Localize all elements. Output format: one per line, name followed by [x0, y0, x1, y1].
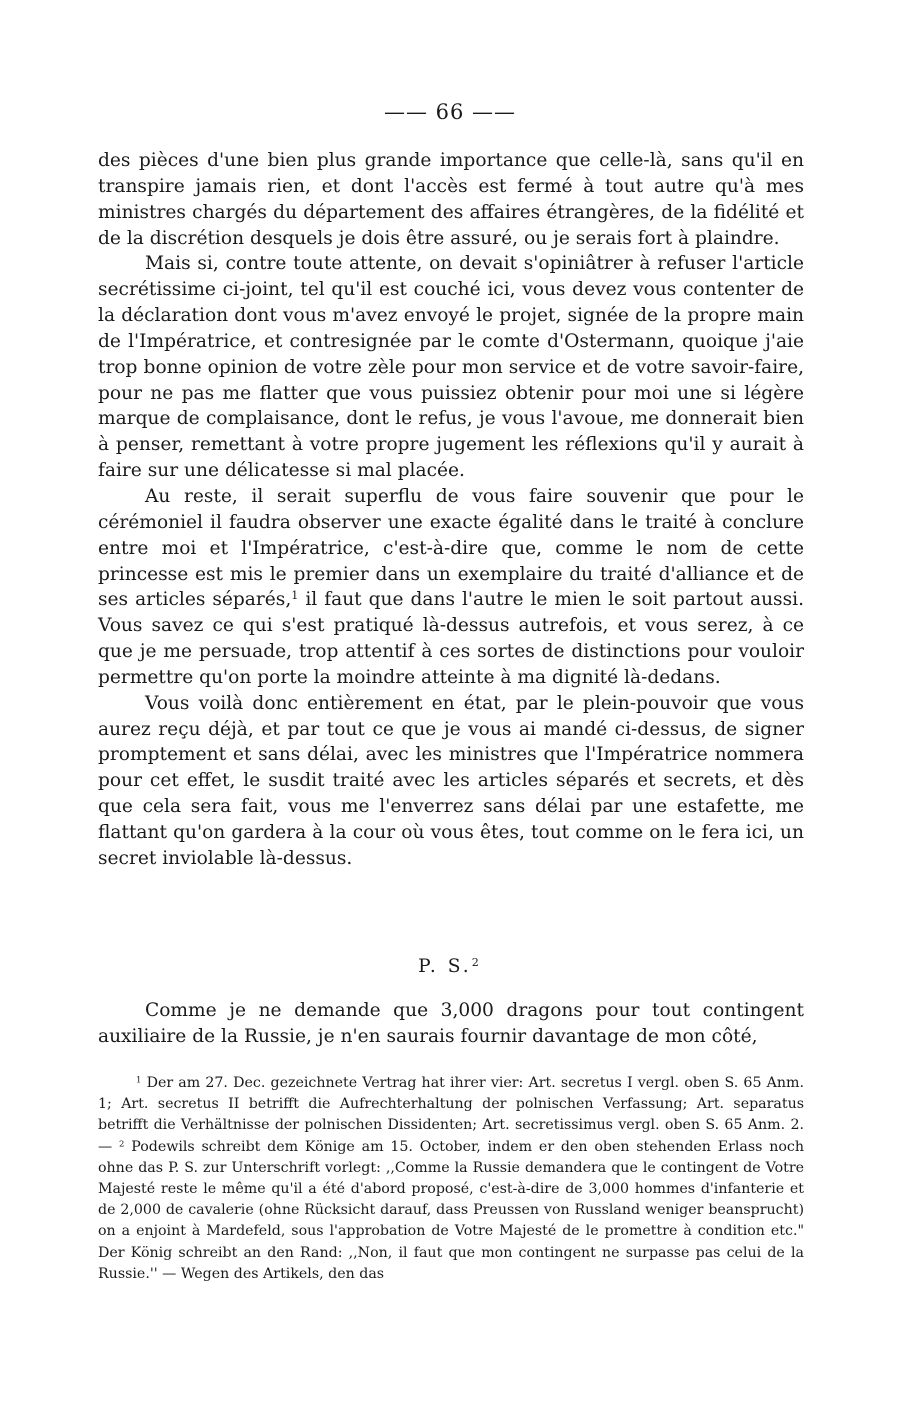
- footnote-text-2: Podewils schreibt dem Könige am 15. October, indem er den oben stehenden Erlass noch ohne das P. S. zur Unterschrift vorlegt: ,,Comme la Russie demandera que le contingent de Votre Majesté reste le même qu'il a été d'abord proposé, c'est-à-dire de 3,000 hommes d'infanterie et de 2,000 de cavalerie (ohne Rücksicht darauf, dass Preussen von Russland weniger beansprucht) on a enjoint à Mardefeld, sous l'approbation de Votre Majesté de le promettre à condition etc." Der König schreibt an den Rand: ,,Non, il faut que mon contingent ne surpasse pas celui de la Russie.'' — Wegen des Artikels, den das: [98, 1138, 804, 1282]
- footnote-reference-2: 2: [471, 955, 482, 969]
- footnote-text-1: Der am 27. Dec. gezeichnete Vertrag hat ihrer vier: Art. secretus I vergl. oben S. 65 Anm. 1; Art. secretus II betrifft die Aufrechterhaltung der polnischen Verfassung; Art. separatus betrifft die Verhältnisse der polnischen Dissidenten; Art. secretissimus vergl. oben S. 65 Anm. 2. —: [98, 1075, 804, 1155]
- paragraph-ceremoniel-part2: il faut que dans l'autre le mien le soit partout aussi. Vous savez ce qui s'est pratiqué là-dessus autrefois, et vous serez, à ce que je me persuade, trop attentif à ces sortes de distinctions pour vouloir permettre qu'on porte la moindre atteinte à ma dignité là-dedans.: [98, 589, 805, 688]
- main-text: [98, 148, 804, 872]
- footnote-reference-1: 1: [291, 589, 299, 603]
- page-number-header: —— 66 ——: [383, 100, 517, 124]
- paragraph-plein-pouvoir: Vous voilà donc entièrement en état, par le plein-pouvoir que vous aurez reçu déjà, et par tout ce que je vous ai mandé ci-dessus, de signer promptement et sans délai, avec les ministres que l'Impératrice nommera pour cet effet, le susdit traité avec les articles séparés et secrets, et dès que cela sera fait, vous me l'enverrez sans délai par une estafette, me flattant qu'on gardera à la cour où vous êtes, tout comme on le fera ici, un secret inviolable là-dessus.: [98, 692, 804, 869]
- footnote-mark-2: 2: [119, 1138, 125, 1149]
- postscript-body: [98, 998, 804, 1050]
- postscript-paragraph: Comme je ne demande que 3,000 dragons pour tout contingent auxiliaire de la Russie, je n'en saurais fournir davantage de mon côté,: [98, 1000, 804, 1047]
- postscript-heading: [0, 956, 900, 977]
- paragraph-ceremoniel-part1: Au reste, il serait superflu de vous faire souvenir que pour le cérémoniel il faudra observer une exacte égalité dans le traité à conclure entre moi et l'Impératrice, c'est-à-dire que, comme le nom de cette princesse est mis le premier dans un exemplaire du traité d'alliance et de ses articles séparés,: [98, 485, 804, 611]
- paragraph-continuation: des pièces d'une bien plus grande importance que celle-là, sans qu'il en transpire jamais rien, et dont l'accès est fermé à tout autre qu'à mes ministres chargés du département des affaires étrangères, de la fidélité et de la discrétion desquels je dois être assuré, ou je serais fort à plaindre.: [98, 150, 804, 249]
- footnotes: [98, 1073, 804, 1285]
- postscript-heading-text: P. S.: [418, 956, 472, 977]
- paragraph-ceremoniel: [98, 484, 804, 691]
- paragraph-secretissime: Mais si, contre toute attente, on devait s'opiniâtrer à refuser l'article secrétissime ci-joint, tel qu'il est couché ici, vous devez vous contenter de la déclaration dont vous m'avez envoyé le projet, signée de la propre main de l'Impératrice, et contresignée par le comte d'Ostermann, quoique j'aie trop bonne opinion de votre zèle pour mon service et de votre savoir-faire, pour ne pas me flatter que vous puissiez obtenir pour moi une si légère marque de complaisance, dont le refus, je vous l'avoue, me donnerait bien à penser, remettant à votre propre jugement les réflexions qu'il y aurait à faire sur une délicatesse si mal placée.: [98, 253, 804, 482]
- footnote-block: [98, 1073, 804, 1285]
- footnote-mark-1: 1: [136, 1075, 142, 1086]
